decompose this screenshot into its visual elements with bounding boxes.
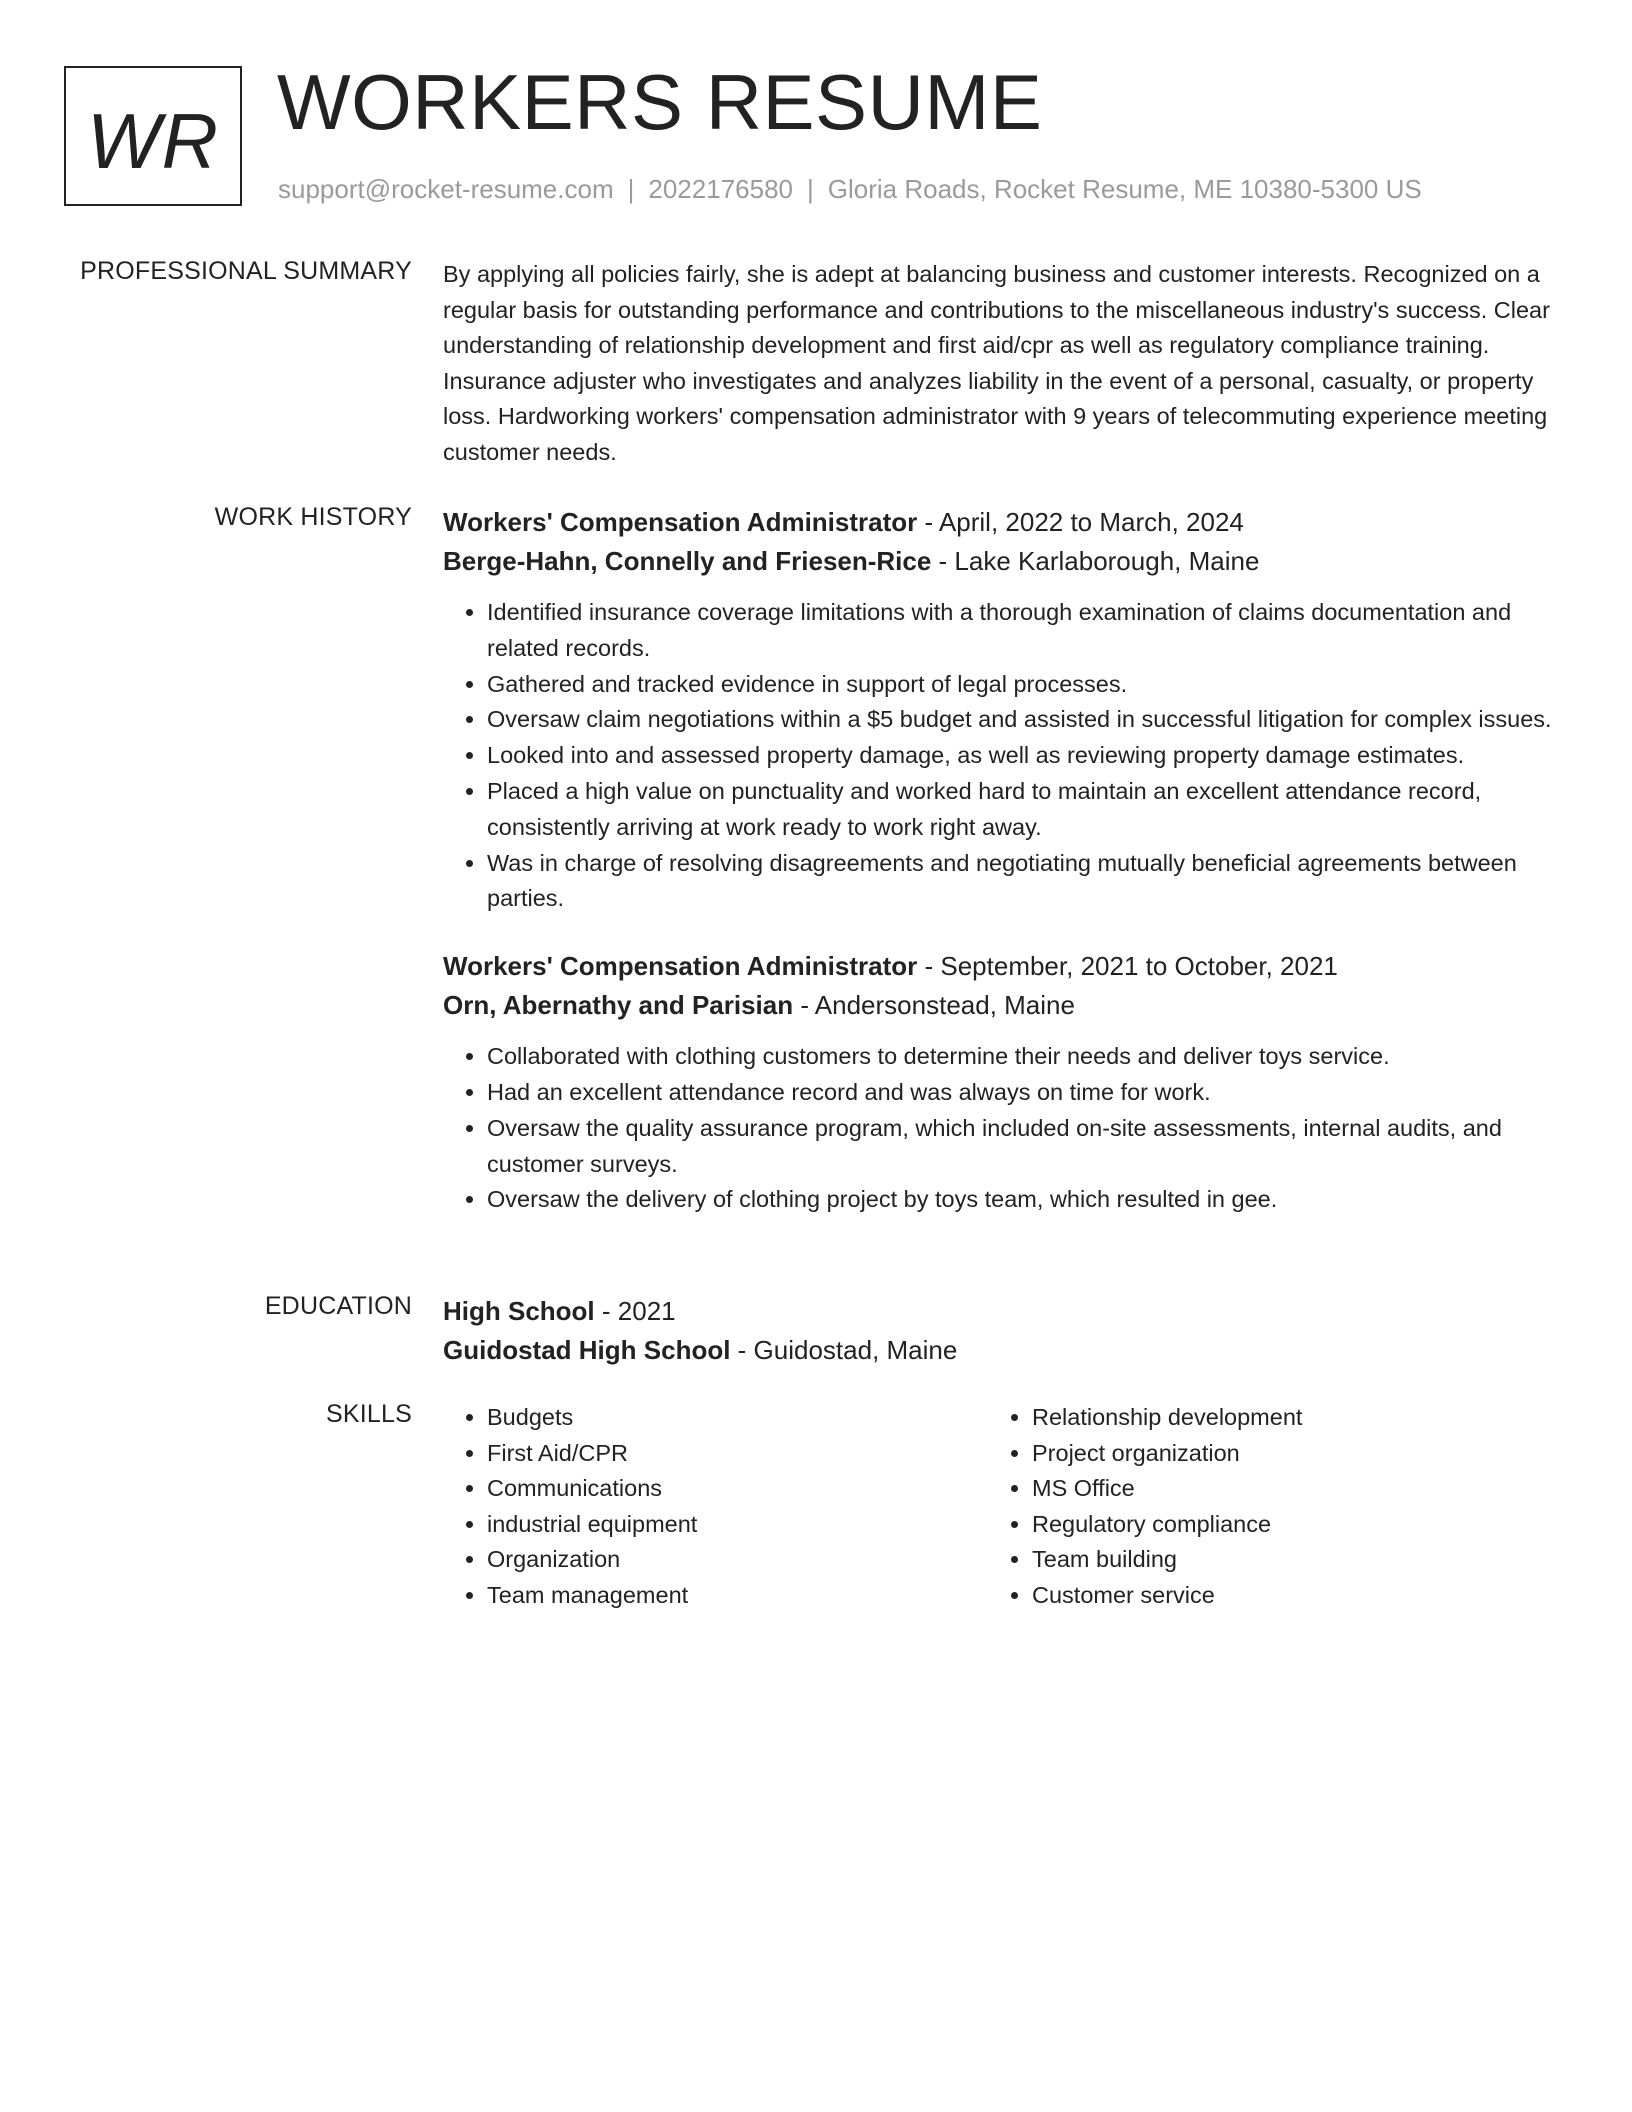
- job-entry: [443, 947, 1553, 1218]
- job-title-line: [443, 503, 1553, 541]
- job-title: Workers' Compensation Administrator: [443, 951, 918, 982]
- skill-item: • Relationship development: [1032, 1400, 1533, 1436]
- list-item: • Oversaw the delivery of clothing project by toys team, which resulted in gee.: [487, 1182, 1553, 1218]
- list-item: • Oversaw claim negotiations within a $5 budget and assisted in successful litigation for complex issues.: [487, 702, 1553, 738]
- contact-separator: |: [807, 174, 814, 204]
- skill-item: • Budgets: [487, 1400, 988, 1436]
- skills-column-left: [443, 1400, 988, 1614]
- monogram-initials: WR: [87, 96, 219, 185]
- summary-label: PROFESSIONAL SUMMARY: [80, 257, 412, 285]
- list-item: • Was in charge of resolving disagreements and negotiating mutually beneficial agreements between parties.: [487, 846, 1553, 918]
- job-title: Workers' Compensation Administrator: [443, 507, 918, 537]
- job-bullets: [443, 595, 1553, 917]
- skill-item: • Team building: [1032, 1542, 1533, 1578]
- skill-item: • First Aid/CPR: [487, 1436, 988, 1472]
- resume-name: WORKERS RESUME: [277, 58, 1043, 146]
- skill-item: • Regulatory compliance: [1032, 1507, 1533, 1543]
- job-dates: - April, 2022 to March, 2024: [917, 507, 1244, 537]
- education-degree: High School: [443, 1296, 595, 1326]
- education-school-line: [443, 1330, 1553, 1370]
- skill-item: • Organization: [487, 1542, 988, 1578]
- education-degree-line: [443, 1292, 1553, 1330]
- contact-separator: |: [627, 174, 635, 204]
- contact-email: support@rocket-resume.com: [278, 174, 614, 204]
- contact-phone: 2022176580: [648, 174, 793, 204]
- contact-address: Gloria Roads, Rocket Resume, ME 10380-5300 US: [827, 174, 1422, 204]
- list-item: • Identified insurance coverage limitations with a thorough examination of claims documentation and related records.: [487, 595, 1553, 667]
- list-item: • Had an excellent attendance record and was always on time for work.: [487, 1075, 1553, 1111]
- summary-text: By applying all policies fairly, she is adept at balancing business and customer interests. Recognized on a regular basis for outstanding performance and contributions to the miscellaneous industry's success. Clear understanding of relationship development and first aid/cpr as well as regulatory compliance training. Insurance adjuster who investigates and analyzes liability in the event of a personal, casualty, or property loss. Hardworking workers' compensation administrator with 9 years of telecommuting experience meeting customer needs.: [443, 261, 1550, 465]
- skills-label: SKILLS: [326, 1400, 412, 1428]
- skill-item: • Customer service: [1032, 1578, 1533, 1614]
- education-year: - 2021: [594, 1296, 676, 1326]
- list-item: • Collaborated with clothing customers to determine their needs and deliver toys service.: [487, 1039, 1553, 1075]
- education-label: EDUCATION: [264, 1292, 412, 1320]
- job-company: Berge-Hahn, Connelly and Friesen-Rice: [443, 546, 932, 576]
- education-location: - Guidostad, Maine: [730, 1335, 958, 1365]
- list-item: • Gathered and tracked evidence in support of legal processes.: [487, 667, 1553, 703]
- job-company: Orn, Abernathy and Parisian: [443, 990, 794, 1021]
- job-location: - Lake Karlaborough, Maine: [931, 546, 1260, 576]
- job-company-line: [443, 541, 1553, 581]
- skills-column-right: [988, 1400, 1533, 1614]
- job-dates: - September, 2021 to October, 2021: [917, 951, 1338, 982]
- job-company-line: [443, 985, 1553, 1025]
- job-title-line: [443, 947, 1553, 985]
- list-item: • Placed a high value on punctuality and worked hard to maintain an excellent attendance record, consistently arriving at work ready to work right away.: [487, 774, 1553, 846]
- job-entry: [443, 503, 1553, 917]
- work-history-label: WORK HISTORY: [214, 503, 412, 531]
- job-location: - Andersonstead, Maine: [793, 990, 1075, 1021]
- monogram-box: [64, 66, 242, 206]
- list-item: • Oversaw the quality assurance program, which included on-site assessments, internal audits, and customer surveys.: [487, 1111, 1553, 1183]
- education-school: Guidostad High School: [443, 1335, 731, 1365]
- skill-item: • Communications: [487, 1471, 988, 1507]
- resume-header: [64, 58, 1572, 212]
- list-item: • Looked into and assessed property damage, as well as reviewing property damage estimates.: [487, 738, 1553, 774]
- skill-item: • MS Office: [1032, 1471, 1533, 1507]
- skill-item: • Team management: [487, 1578, 988, 1614]
- job-bullets: [443, 1039, 1553, 1218]
- skill-item: • Project organization: [1032, 1436, 1533, 1472]
- contact-line: [278, 174, 1422, 205]
- skill-item: • industrial equipment: [487, 1507, 988, 1543]
